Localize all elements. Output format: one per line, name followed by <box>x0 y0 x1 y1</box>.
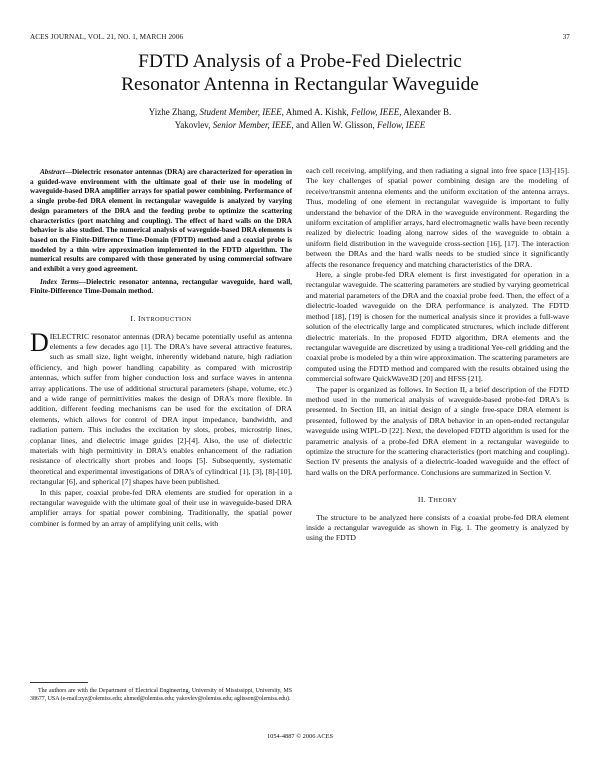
index-terms-label: Index Terms <box>40 277 79 286</box>
author-1-name: Yizhe Zhang, <box>148 107 200 117</box>
intro-paragraph-1: DIELECTRIC resonator antennas (DRA) became potentially useful as antenna elements a few decades ago [1]. The DRA's have several attractive features, such as small size, light weight, inherently wideband nature, high radiation efficiency, and high power handling capability as compared with microstrip antennas, which suffer from higher conduction loss and surface waves in antenna array applications. The use of additional structural parameters (shape, volume, etc.) and a wide range of permittivities makes the design of DRA's more flexible. In addition, different feeding mechanisms can be used for the excitation of DRA elements, which allows for control of DRA input impedance, bandwidth, and radiation pattern. This includes the excitation by slots, probes, microstrip lines, coplanar lines, and dielectric image guides [2]-[4]. Also, the use of dielectric materials with high permittivity in DRA's enables enhancement of the radiation resistance of electrically short probes and loops [5]. Subsequently, systematic theoretical and experimental investigations of DRA's of cylindrical [1], [3], [8]-[10], rectangular [6], and spherical [7] shapes have been published. <box>30 327 292 487</box>
abstract-text: —Dielectric resonator antennas (DRA) are characterized for operation in a guided-wave environment with the ultimate goal of their use in modeling of waveguide-based DRA amplifier arrays for spatial power combining. Performance of a single probe-fed DRA element in rectangular waveguide is analyzed by varying design parameters of the DRA and the feeding probe to optimize the scattering characteristics (port matching and coupling). The effect of hard walls on the DRA behavior is also studied. The numerical analysis of waveguide-based DRA elements is based on the Finite-Difference Time-Domain (FDTD) method and a coaxial probe is modeled by a thin wire approximation implemented in the FDTD algorithm. The numerical results are compared with those generated by using commercial software and exhibit a very good agreement. <box>30 168 292 274</box>
index-terms <box>30 278 292 297</box>
right-column <box>306 166 569 544</box>
page-footer: 1054-4887 © 2006 ACES <box>266 733 334 740</box>
intro-paragraph-5: The paper is organized as follows. In Section II, a brief description of the FDTD method used in the numerical analysis of waveguide-based probe-fed DRA's is presented. In Section III, an initial design of a single free-space DRA element is presented, followed by the analysis of DRA behavior in an open-ended rectangular waveguide using WIPL-D [22]. Next, the developed FDTD algorithm is used for the parametric analysis of a probe-fed DRA element in a rectangular waveguide to optimize the structure for the scattering characteristics (port matching and coupling). Section IV presents the analysis of a dielectric-loaded waveguide and the effect of hard walls on the DRA performance. Conclusions are summarized in Section V. <box>306 384 569 477</box>
abstract <box>30 168 292 275</box>
paper-title <box>40 50 560 96</box>
index-terms-text: —Dielectric resonator antenna, rectangular waveguide, hard wall, Finite-Difference Time-Domain method. <box>30 277 293 296</box>
author-2-name: Ahmed A. Kishk, <box>283 107 351 117</box>
author-2-role: Fellow, IEEE, <box>350 107 402 117</box>
footnote-divider <box>30 682 88 683</box>
page-number: 37 <box>562 33 570 41</box>
running-header <box>30 33 570 45</box>
section-heading-theory: II. THEORY <box>417 495 458 505</box>
title-line-1: FDTD Analysis of a Probe-Fed Dielectric <box>138 51 462 72</box>
author-3-name: Alexander B. <box>401 107 452 117</box>
journal-name: ACES JOURNAL, VOL. 21, NO. 1, MARCH 2006 <box>30 33 184 41</box>
author-list <box>60 106 540 131</box>
intro-paragraph-4: Here, a single probe-fed DRA element is first investigated for operation in a rectangular waveguide. The scattering parameters are studied by varying geometrical and material parameters of the DRA and the coaxial probe feed. Then, the effect of a dielectric-loaded waveguide on the DRA performance is analyzed. The FDTD method [18], [19] is chosen for the numerical analysis since it provides a full-wave solution of the electrically large and complicated structures, which include different dielectric materials. In the proposed FDTD algorithm, DRA elements and the rectangular waveguide are discretized by using a traditional Yee-cell gridding and the coaxial probe is modeled by a thin wire approximation. The scattering parameters are computed using the FDTD method and compared with the results obtained using the commercial software QuickWave3D [20] and HFSS [21]. <box>306 270 569 384</box>
author-affiliation-footnote: The authors are with the Department of Electrical Engineering, University of Mississippi, University, MS 38677, USA (e-mail:zyz@olemiss.edu; ahmed@olemiss.edu; yakovlev@olemiss.edu; aglisson@olemiss.edu). <box>30 688 292 702</box>
drop-cap: D <box>30 327 49 357</box>
title-line-2: Resonator Antenna in Rectangular Waveguide <box>121 74 479 95</box>
author-3-name-cont: Yakovlev, <box>174 119 213 130</box>
author-4-role: Fellow, IEEE <box>376 119 426 130</box>
author-1-role: Student Member, IEEE, <box>199 107 284 117</box>
intro-paragraph-2: In this paper, coaxial probe-fed DRA elements are studied for operation in a rectangular waveguide with the ultimate goal of their use in waveguide-based DRA amplifier arrays for spatial power combining. Traditionally, the spatial power combiner is formed by an array of amplifying unit cells, with <box>30 487 292 528</box>
theory-paragraph-1: The structure to be analyzed here consists of a coaxial probe-fed DRA element inside a rectangular waveguide as shown in Fig. 1. The geometry is analyzed by using the FDTD <box>306 512 569 543</box>
intro-paragraph-3: each cell receiving, amplifying, and then radiating a signal into free space [13]-[15]. The key challenges of spatial power combining design are the modeling of receive/transmit antenna elements and the uniform excitation of the antenna arrays. Thus, modeling of one element in rectangular waveguide is important to fully understand the behavior of the DRA in the waveguide environment. Regarding the uniform excitation of amplifier arrays, hard electromagnetic walls have been recently realized by dielectric loading along narrow sides of the waveguide to obtain a uniform field distribution in the waveguide cross-section [16], [17]. The interaction between the DRAs and the hard walls needs to be studied since it significantly affects the resonance frequency and matching characteristics of the DRA. <box>306 166 569 269</box>
abstract-label: Abstract <box>40 168 65 176</box>
author-4-name: and Allen W. Glisson, <box>293 119 377 130</box>
section-heading-introduction: I. INTRODUCTION <box>130 314 192 324</box>
author-3-role: Senior Member, IEEE, <box>212 119 294 130</box>
left-column <box>30 168 292 529</box>
